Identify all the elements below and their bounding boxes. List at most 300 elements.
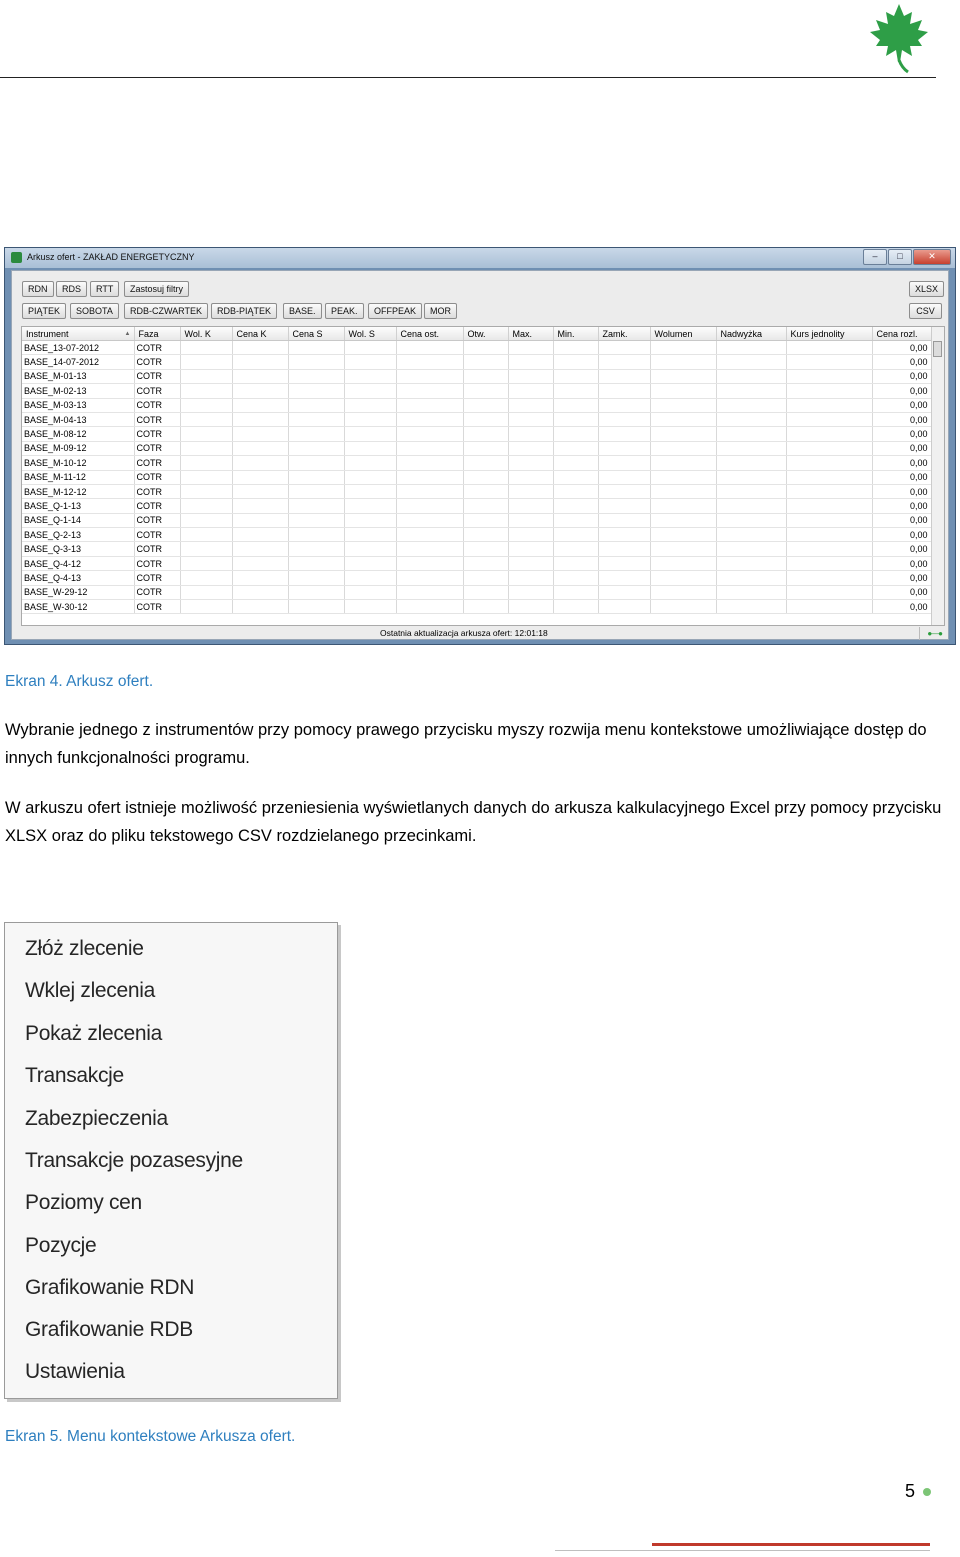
empty-cell bbox=[650, 484, 716, 498]
column-header[interactable]: Wolumen bbox=[650, 327, 716, 341]
table-row[interactable] bbox=[22, 571, 932, 585]
table-row[interactable] bbox=[22, 384, 932, 398]
settlement-price-cell: 0,00 bbox=[872, 499, 932, 513]
table-row[interactable] bbox=[22, 600, 932, 614]
empty-cell bbox=[786, 412, 872, 426]
filter-offpeak-button[interactable]: OFFPEAK bbox=[368, 303, 422, 319]
empty-cell bbox=[508, 542, 553, 556]
empty-cell bbox=[598, 369, 650, 383]
instrument-cell: BASE_Q-1-14 bbox=[22, 513, 134, 527]
empty-cell bbox=[396, 542, 463, 556]
empty-cell bbox=[508, 585, 553, 599]
settlement-price-cell: 0,00 bbox=[872, 484, 932, 498]
empty-cell bbox=[598, 398, 650, 412]
phase-cell: COTR bbox=[134, 470, 180, 484]
settlement-price-cell: 0,00 bbox=[872, 542, 932, 556]
instrument-cell: BASE_M-01-13 bbox=[22, 369, 134, 383]
empty-cell bbox=[396, 571, 463, 585]
empty-cell bbox=[463, 528, 508, 542]
table-row[interactable] bbox=[22, 341, 932, 355]
empty-cell bbox=[288, 556, 344, 570]
empty-cell bbox=[463, 542, 508, 556]
empty-cell bbox=[180, 369, 232, 383]
empty-cell bbox=[396, 513, 463, 527]
instrument-cell: BASE_14-07-2012 bbox=[22, 355, 134, 369]
empty-cell bbox=[716, 513, 786, 527]
page-number: 5 bbox=[905, 1481, 916, 1501]
empty-cell bbox=[716, 484, 786, 498]
empty-cell bbox=[463, 470, 508, 484]
phase-cell: COTR bbox=[134, 456, 180, 470]
empty-cell bbox=[716, 499, 786, 513]
filter-base-button[interactable]: BASE. bbox=[283, 303, 322, 319]
filter-sobota-button[interactable]: SOBOTA bbox=[70, 303, 119, 319]
empty-cell bbox=[650, 398, 716, 412]
empty-cell bbox=[463, 384, 508, 398]
phase-cell: COTR bbox=[134, 484, 180, 498]
empty-cell bbox=[786, 571, 872, 585]
window-titlebar bbox=[5, 248, 955, 268]
table-row[interactable] bbox=[22, 470, 932, 484]
empty-cell bbox=[180, 484, 232, 498]
empty-cell bbox=[650, 571, 716, 585]
settlement-price-cell: 0,00 bbox=[872, 384, 932, 398]
table-row[interactable] bbox=[22, 513, 932, 527]
empty-cell bbox=[396, 369, 463, 383]
empty-cell bbox=[786, 369, 872, 383]
empty-cell bbox=[288, 585, 344, 599]
menu-item-price-levels[interactable]: Poziomy cen bbox=[25, 1191, 142, 1214]
empty-cell bbox=[508, 513, 553, 527]
instrument-cell: BASE_M-03-13 bbox=[22, 398, 134, 412]
empty-cell bbox=[508, 484, 553, 498]
empty-cell bbox=[232, 499, 288, 513]
empty-cell bbox=[716, 384, 786, 398]
table-row[interactable] bbox=[22, 355, 932, 369]
table-scrollbar[interactable] bbox=[931, 327, 944, 625]
empty-cell bbox=[786, 528, 872, 542]
empty-cell bbox=[344, 571, 396, 585]
instrument-cell: BASE_W-30-12 bbox=[22, 600, 134, 614]
empty-cell bbox=[344, 585, 396, 599]
empty-cell bbox=[344, 484, 396, 498]
table-row[interactable] bbox=[22, 427, 932, 441]
empty-cell bbox=[288, 355, 344, 369]
empty-cell bbox=[463, 427, 508, 441]
empty-cell bbox=[508, 412, 553, 426]
instrument-cell: BASE_M-04-13 bbox=[22, 412, 134, 426]
empty-cell bbox=[553, 456, 598, 470]
empty-cell bbox=[650, 441, 716, 455]
empty-cell bbox=[232, 600, 288, 614]
empty-cell bbox=[598, 427, 650, 441]
empty-cell bbox=[716, 542, 786, 556]
filter-rdn-button[interactable]: RDN bbox=[22, 281, 54, 297]
table-row[interactable] bbox=[22, 456, 932, 470]
empty-cell bbox=[232, 341, 288, 355]
empty-cell bbox=[553, 542, 598, 556]
empty-cell bbox=[232, 412, 288, 426]
empty-cell bbox=[288, 412, 344, 426]
empty-cell bbox=[288, 513, 344, 527]
empty-cell bbox=[508, 600, 553, 614]
phase-cell: COTR bbox=[134, 384, 180, 398]
instrument-cell: BASE_Q-4-12 bbox=[22, 556, 134, 570]
empty-cell bbox=[180, 355, 232, 369]
table-row[interactable] bbox=[22, 585, 932, 599]
empty-cell bbox=[786, 384, 872, 398]
table-row[interactable] bbox=[22, 556, 932, 570]
empty-cell bbox=[180, 585, 232, 599]
empty-cell bbox=[553, 384, 598, 398]
instrument-cell: BASE_M-11-12 bbox=[22, 470, 134, 484]
empty-cell bbox=[553, 427, 598, 441]
settlement-price-cell: 0,00 bbox=[872, 571, 932, 585]
empty-cell bbox=[180, 499, 232, 513]
table-row[interactable] bbox=[22, 484, 932, 498]
empty-cell bbox=[463, 398, 508, 412]
table-row[interactable] bbox=[22, 369, 932, 383]
empty-cell bbox=[396, 470, 463, 484]
empty-cell bbox=[650, 585, 716, 599]
close-button[interactable]: ✕ bbox=[913, 249, 951, 265]
empty-cell bbox=[232, 571, 288, 585]
empty-cell bbox=[232, 470, 288, 484]
empty-cell bbox=[786, 341, 872, 355]
footer-accent-line bbox=[652, 1543, 930, 1546]
empty-cell bbox=[180, 470, 232, 484]
phase-cell: COTR bbox=[134, 513, 180, 527]
empty-cell bbox=[232, 427, 288, 441]
empty-cell bbox=[180, 542, 232, 556]
empty-cell bbox=[716, 456, 786, 470]
offer-sheet-window bbox=[4, 247, 956, 645]
empty-cell bbox=[396, 427, 463, 441]
empty-cell bbox=[232, 369, 288, 383]
empty-cell bbox=[288, 441, 344, 455]
empty-cell bbox=[396, 456, 463, 470]
empty-cell bbox=[463, 369, 508, 383]
phase-cell: COTR bbox=[134, 398, 180, 412]
empty-cell bbox=[344, 384, 396, 398]
phase-cell: COTR bbox=[134, 441, 180, 455]
phase-cell: COTR bbox=[134, 369, 180, 383]
empty-cell bbox=[598, 513, 650, 527]
empty-cell bbox=[180, 600, 232, 614]
phase-cell: COTR bbox=[134, 528, 180, 542]
empty-cell bbox=[598, 600, 650, 614]
settlement-price-cell: 0,00 bbox=[872, 369, 932, 383]
empty-cell bbox=[463, 600, 508, 614]
empty-cell bbox=[553, 600, 598, 614]
apply-filters-button[interactable]: Zastosuj filtry bbox=[124, 281, 189, 297]
empty-cell bbox=[786, 398, 872, 412]
empty-cell bbox=[508, 499, 553, 513]
column-header[interactable]: Kurs jednolity bbox=[786, 327, 872, 341]
empty-cell bbox=[344, 441, 396, 455]
settlement-price-cell: 0,00 bbox=[872, 600, 932, 614]
empty-cell bbox=[716, 571, 786, 585]
menu-item-show-orders[interactable]: Pokaż zlecenia bbox=[25, 1022, 163, 1045]
empty-cell bbox=[598, 341, 650, 355]
empty-cell bbox=[344, 427, 396, 441]
filter-peak-button[interactable]: PEAK. bbox=[325, 303, 364, 319]
empty-cell bbox=[553, 341, 598, 355]
empty-cell bbox=[288, 470, 344, 484]
empty-cell bbox=[396, 556, 463, 570]
instrument-cell: BASE_Q-2-13 bbox=[22, 528, 134, 542]
filter-rdb-czwartek-button[interactable]: RDB-CZWARTEK bbox=[124, 303, 208, 319]
table-row[interactable] bbox=[22, 441, 932, 455]
empty-cell bbox=[786, 542, 872, 556]
phase-cell: COTR bbox=[134, 600, 180, 614]
empty-cell bbox=[463, 412, 508, 426]
empty-cell bbox=[650, 427, 716, 441]
empty-cell bbox=[650, 556, 716, 570]
last-update-text: Ostatnia aktualizacja arkusza ofert: 12:01:18 bbox=[380, 628, 548, 638]
menu-item-scheduling-rdn[interactable]: Grafikowanie RDN bbox=[25, 1276, 195, 1299]
empty-cell bbox=[463, 513, 508, 527]
empty-cell bbox=[232, 384, 288, 398]
settlement-price-cell: 0,00 bbox=[872, 456, 932, 470]
empty-cell bbox=[396, 441, 463, 455]
empty-cell bbox=[232, 441, 288, 455]
empty-cell bbox=[288, 427, 344, 441]
column-header[interactable]: Nadwyżka bbox=[716, 327, 786, 341]
menu-item-place-order[interactable]: Złóż zlecenie bbox=[25, 937, 144, 960]
empty-cell bbox=[650, 355, 716, 369]
empty-cell bbox=[508, 398, 553, 412]
empty-cell bbox=[508, 369, 553, 383]
empty-cell bbox=[650, 513, 716, 527]
empty-cell bbox=[553, 369, 598, 383]
settlement-price-cell: 0,00 bbox=[872, 585, 932, 599]
table-row[interactable] bbox=[22, 412, 932, 426]
empty-cell bbox=[288, 528, 344, 542]
empty-cell bbox=[553, 398, 598, 412]
empty-cell bbox=[508, 528, 553, 542]
empty-cell bbox=[288, 484, 344, 498]
status-separator bbox=[919, 627, 920, 640]
column-header[interactable]: Max. bbox=[508, 327, 553, 341]
empty-cell bbox=[786, 585, 872, 599]
empty-cell bbox=[508, 427, 553, 441]
empty-cell bbox=[650, 470, 716, 484]
menu-item-scheduling-rdb[interactable]: Grafikowanie RDB bbox=[25, 1318, 193, 1341]
column-header[interactable]: Cena S bbox=[288, 327, 344, 341]
empty-cell bbox=[650, 456, 716, 470]
column-header[interactable]: Cena ost. bbox=[396, 327, 463, 341]
column-header[interactable]: Wol. K bbox=[180, 327, 232, 341]
empty-cell bbox=[232, 556, 288, 570]
header-rule bbox=[0, 77, 936, 78]
filter-rdb-piatek-button[interactable]: RDB-PIĄTEK bbox=[211, 303, 277, 319]
filter-piatek-button[interactable]: PIĄTEK bbox=[22, 303, 66, 319]
filter-mor-button[interactable]: MOR bbox=[424, 303, 457, 319]
empty-cell bbox=[232, 513, 288, 527]
export-csv-button[interactable]: CSV bbox=[909, 303, 942, 319]
empty-cell bbox=[232, 484, 288, 498]
column-header[interactable]: Cena rozl. bbox=[872, 327, 932, 341]
empty-cell bbox=[598, 556, 650, 570]
footer-rule bbox=[555, 1550, 930, 1551]
menu-item-off-session-transactions[interactable]: Transakcje pozasesyjne bbox=[25, 1149, 243, 1172]
phase-cell: COTR bbox=[134, 499, 180, 513]
phase-cell: COTR bbox=[134, 585, 180, 599]
figure-caption-4: Ekran 4. Arkusz ofert. bbox=[5, 673, 154, 690]
table-row[interactable] bbox=[22, 542, 932, 556]
instrument-cell: BASE_M-08-12 bbox=[22, 427, 134, 441]
window-client-area bbox=[11, 270, 949, 640]
empty-cell bbox=[232, 355, 288, 369]
empty-cell bbox=[508, 556, 553, 570]
empty-cell bbox=[180, 456, 232, 470]
settlement-price-cell: 0,00 bbox=[872, 556, 932, 570]
menu-item-collateral[interactable]: Zabezpieczenia bbox=[25, 1107, 168, 1130]
empty-cell bbox=[344, 341, 396, 355]
empty-cell bbox=[508, 456, 553, 470]
empty-cell bbox=[396, 412, 463, 426]
empty-cell bbox=[463, 556, 508, 570]
maple-leaf-logo-icon bbox=[866, 2, 932, 74]
settlement-price-cell: 0,00 bbox=[872, 355, 932, 369]
empty-cell bbox=[553, 412, 598, 426]
instrument-cell: BASE_M-10-12 bbox=[22, 456, 134, 470]
empty-cell bbox=[553, 585, 598, 599]
empty-cell bbox=[232, 542, 288, 556]
empty-cell bbox=[716, 470, 786, 484]
empty-cell bbox=[288, 341, 344, 355]
maximize-button[interactable]: □ bbox=[888, 249, 912, 265]
minimize-button[interactable]: – bbox=[863, 249, 887, 265]
connection-status-icon: ●—● bbox=[927, 629, 942, 638]
scrollbar-thumb[interactable] bbox=[933, 341, 942, 357]
empty-cell bbox=[232, 456, 288, 470]
status-bar bbox=[12, 627, 948, 640]
phase-cell: COTR bbox=[134, 341, 180, 355]
settlement-price-cell: 0,00 bbox=[872, 528, 932, 542]
empty-cell bbox=[344, 499, 396, 513]
column-header[interactable]: Otw. bbox=[463, 327, 508, 341]
empty-cell bbox=[508, 355, 553, 369]
empty-cell bbox=[396, 341, 463, 355]
filter-rtt-button[interactable]: RTT bbox=[90, 281, 119, 297]
empty-cell bbox=[716, 412, 786, 426]
empty-cell bbox=[288, 398, 344, 412]
empty-cell bbox=[344, 369, 396, 383]
empty-cell bbox=[344, 556, 396, 570]
column-header[interactable]: Zamk. bbox=[598, 327, 650, 341]
empty-cell bbox=[288, 456, 344, 470]
empty-cell bbox=[180, 427, 232, 441]
empty-cell bbox=[716, 556, 786, 570]
instrument-cell: BASE_Q-1-13 bbox=[22, 499, 134, 513]
empty-cell bbox=[288, 499, 344, 513]
export-xlsx-button[interactable]: XLSX bbox=[909, 281, 944, 297]
empty-cell bbox=[716, 600, 786, 614]
empty-cell bbox=[553, 484, 598, 498]
settlement-price-cell: 0,00 bbox=[872, 513, 932, 527]
empty-cell bbox=[598, 384, 650, 398]
column-header[interactable]: Wol. S bbox=[344, 327, 396, 341]
empty-cell bbox=[396, 499, 463, 513]
empty-cell bbox=[463, 499, 508, 513]
empty-cell bbox=[344, 513, 396, 527]
empty-cell bbox=[180, 384, 232, 398]
empty-cell bbox=[650, 369, 716, 383]
column-header[interactable]: Min. bbox=[553, 327, 598, 341]
empty-cell bbox=[344, 470, 396, 484]
figure-caption-5: Ekran 5. Menu kontekstowe Arkusza ofert. bbox=[5, 1428, 296, 1445]
empty-cell bbox=[786, 470, 872, 484]
empty-cell bbox=[463, 355, 508, 369]
empty-cell bbox=[553, 355, 598, 369]
empty-cell bbox=[716, 528, 786, 542]
empty-cell bbox=[396, 398, 463, 412]
phase-cell: COTR bbox=[134, 542, 180, 556]
empty-cell bbox=[344, 355, 396, 369]
empty-cell bbox=[786, 441, 872, 455]
empty-cell bbox=[598, 484, 650, 498]
table-row[interactable] bbox=[22, 528, 932, 542]
filter-rds-button[interactable]: RDS bbox=[56, 281, 87, 297]
empty-cell bbox=[288, 542, 344, 556]
empty-cell bbox=[598, 499, 650, 513]
empty-cell bbox=[344, 412, 396, 426]
empty-cell bbox=[716, 341, 786, 355]
empty-cell bbox=[288, 384, 344, 398]
empty-cell bbox=[288, 369, 344, 383]
settlement-price-cell: 0,00 bbox=[872, 441, 932, 455]
empty-cell bbox=[553, 513, 598, 527]
empty-cell bbox=[396, 384, 463, 398]
empty-cell bbox=[180, 528, 232, 542]
instrument-cell: BASE_Q-3-13 bbox=[22, 542, 134, 556]
empty-cell bbox=[508, 571, 553, 585]
menu-item-positions[interactable]: Pozycje bbox=[25, 1234, 97, 1257]
empty-cell bbox=[508, 441, 553, 455]
empty-cell bbox=[786, 427, 872, 441]
empty-cell bbox=[553, 528, 598, 542]
phase-cell: COTR bbox=[134, 355, 180, 369]
app-icon bbox=[11, 252, 22, 263]
empty-cell bbox=[716, 427, 786, 441]
column-header[interactable]: Faza bbox=[134, 327, 180, 341]
empty-cell bbox=[650, 412, 716, 426]
menu-item-paste-orders[interactable]: Wklej zlecenia bbox=[25, 979, 156, 1002]
empty-cell bbox=[716, 441, 786, 455]
column-header[interactable]: Instrument ▲ bbox=[22, 327, 134, 341]
table-row[interactable] bbox=[22, 398, 932, 412]
empty-cell bbox=[716, 355, 786, 369]
empty-cell bbox=[650, 384, 716, 398]
menu-item-transactions[interactable]: Transakcje bbox=[25, 1064, 124, 1087]
menu-item-settings[interactable]: Ustawienia bbox=[25, 1360, 125, 1383]
column-header[interactable]: Cena K bbox=[232, 327, 288, 341]
empty-cell bbox=[553, 441, 598, 455]
empty-cell bbox=[716, 398, 786, 412]
table-row[interactable] bbox=[22, 499, 932, 513]
instrument-cell: BASE_M-02-13 bbox=[22, 384, 134, 398]
settlement-price-cell: 0,00 bbox=[872, 427, 932, 441]
empty-cell bbox=[180, 412, 232, 426]
instrument-cell: BASE_M-12-12 bbox=[22, 484, 134, 498]
empty-cell bbox=[598, 441, 650, 455]
empty-cell bbox=[598, 456, 650, 470]
empty-cell bbox=[786, 556, 872, 570]
empty-cell bbox=[553, 571, 598, 585]
empty-cell bbox=[650, 341, 716, 355]
